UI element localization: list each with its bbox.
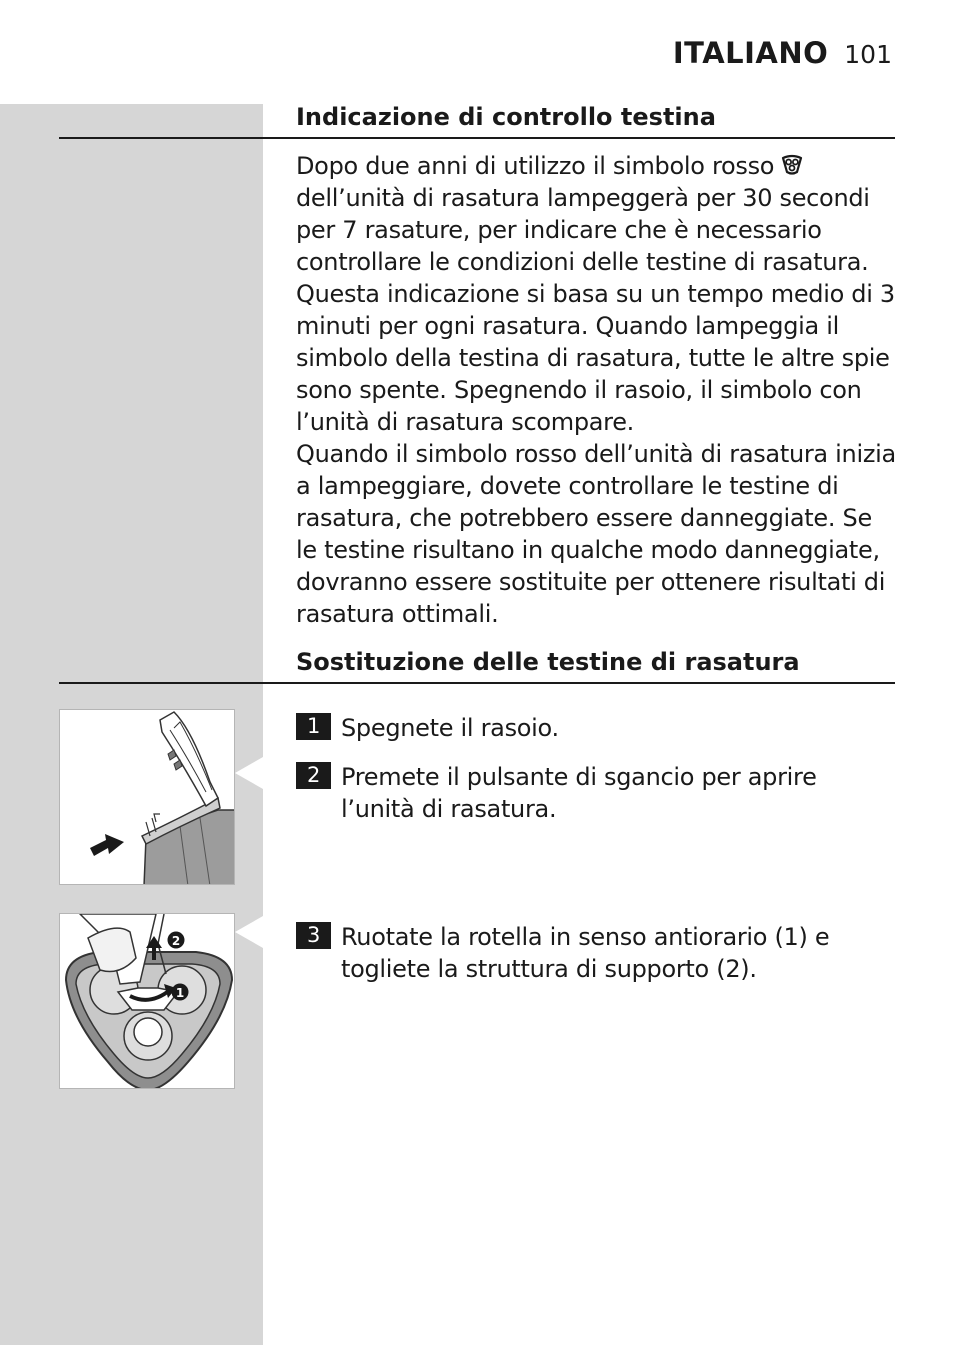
- section-rule: [59, 137, 895, 139]
- page-number: 101: [844, 40, 892, 69]
- step-text: Spegnete il rasoio.: [341, 714, 559, 742]
- language-label: ITALIANO: [672, 36, 829, 70]
- illustration-open-shaving-unit: [59, 709, 235, 885]
- step-3: [296, 921, 896, 985]
- step-text: Ruotate la rotella in senso antiorario (1) e togliete la struttura di supporto (2).: [341, 923, 830, 983]
- paragraph-1-start: Dopo due anni di utilizzo il simbolo rosso: [296, 152, 775, 180]
- step-2: [296, 761, 896, 825]
- step-number-badge: 3: [296, 922, 331, 949]
- shaving-unit-top-drawing: [60, 914, 235, 1089]
- step-1: [296, 712, 896, 744]
- callout-label: 1: [175, 986, 185, 1000]
- page-header: [673, 36, 892, 70]
- step-text: Premete il pulsante di sgancio per aprire l’unità di rasatura.: [341, 763, 817, 823]
- illustration-pointer: [235, 916, 263, 948]
- paragraph-2: Quando il simbolo rosso dell’unità di rasatura inizia a lampeggiare, dovete controllare le testine di rasatura, che potrebbero essere danneggiate. Se le testine risultano in qualche modo danneggiate, dovranno essere sostituite per ottenere risultati di rasatura ottimali.: [296, 440, 896, 628]
- section-body: [296, 150, 896, 630]
- callout-label: 2: [171, 934, 181, 948]
- illustration-remove-retaining-frame: [59, 913, 235, 1089]
- paragraph-1: [296, 150, 896, 438]
- step-number-badge: 2: [296, 762, 331, 789]
- shaver-open-drawing: [60, 710, 235, 885]
- section-rule: [59, 682, 895, 684]
- shaving-unit-symbol-icon: [780, 153, 804, 177]
- section-title-head-check: Indicazione di controllo testina: [296, 103, 716, 131]
- illustration-pointer: [235, 757, 263, 789]
- paragraph-1-rest: dell’unità di rasatura lampeggerà per 30 secondi per 7 rasature, per indicare che è necessario controllare le condizioni delle testine di rasatura. Questa indicazione si basa su un tempo medio di 3 minuti per ogni rasatura. Quando lampeggia il simbolo della testina di rasatura, tutte le altre spie sono spente. Spegnendo il rasoio, il simbolo con l’unità di rasatura scompare.: [296, 184, 895, 436]
- step-number-badge: 1: [296, 713, 331, 740]
- section-title-replacement: Sostituzione delle testine di rasatura: [296, 648, 800, 676]
